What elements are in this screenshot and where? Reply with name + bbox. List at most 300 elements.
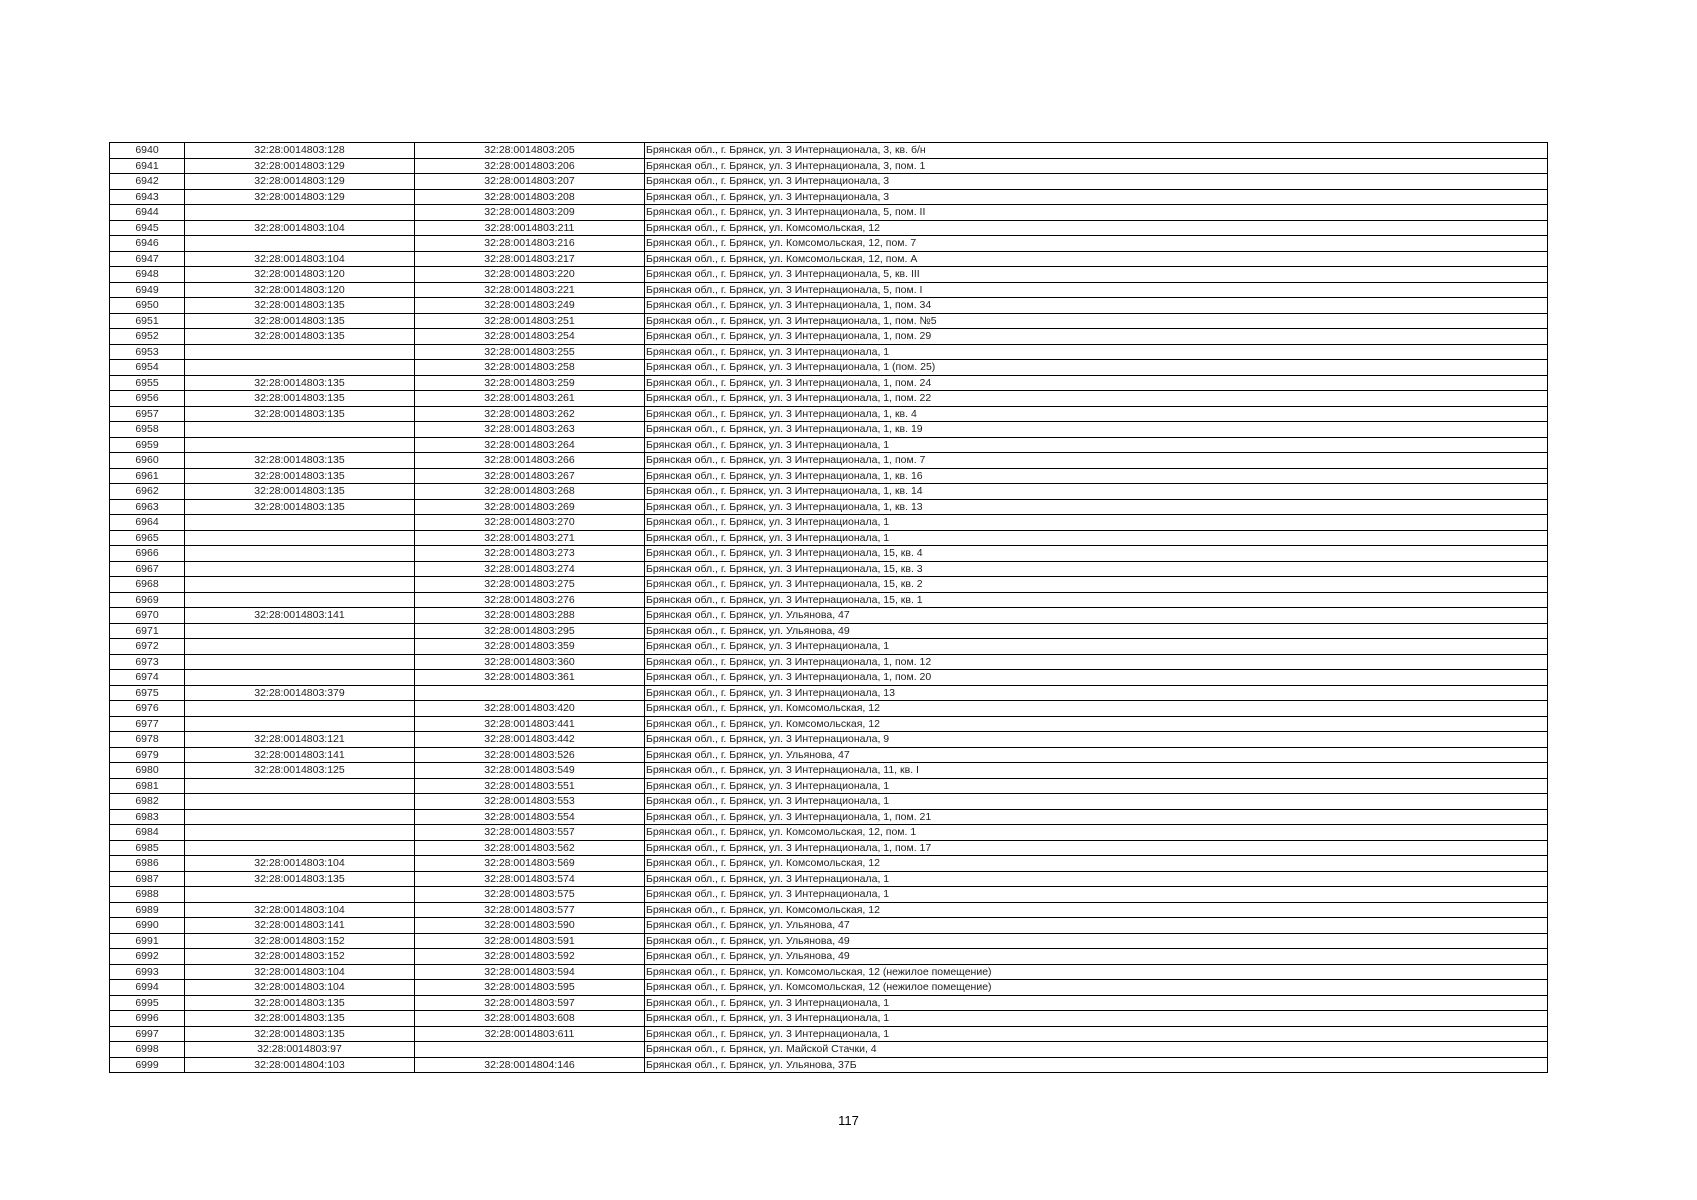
parent-cadastral-number-cell [185,670,415,686]
parent-cadastral-number-cell: 32:28:0014803:104 [185,856,415,872]
table-row [110,949,1548,965]
row-number-cell: 6992 [110,949,185,965]
address-cell: Брянская обл., г. Брянск, ул. 3 Интернационала, 1, пом. 20 [645,670,1548,686]
row-number-cell: 6964 [110,515,185,531]
address-cell: Брянская обл., г. Брянск, ул. 3 Интернационала, 1 [645,1026,1548,1042]
cadastral-number-cell: 32:28:0014803:216 [415,236,645,252]
cadastral-number-cell [415,1042,645,1058]
parent-cadastral-number-cell [185,840,415,856]
row-number-cell: 6950 [110,298,185,314]
table-row [110,918,1548,934]
parent-cadastral-number-cell: 32:28:0014803:97 [185,1042,415,1058]
table-row [110,298,1548,314]
cadastral-number-cell: 32:28:0014803:254 [415,329,645,345]
table-row [110,530,1548,546]
cadastral-number-cell: 32:28:0014803:264 [415,437,645,453]
parent-cadastral-number-cell: 32:28:0014803:135 [185,391,415,407]
row-number-cell: 6976 [110,701,185,717]
parent-cadastral-number-cell: 32:28:0014803:135 [185,995,415,1011]
row-number-cell: 6986 [110,856,185,872]
table-row [110,685,1548,701]
parent-cadastral-number-cell: 32:28:0014803:141 [185,918,415,934]
cadastral-number-cell: 32:28:0014803:206 [415,158,645,174]
row-number-cell: 6953 [110,344,185,360]
row-number-cell: 6949 [110,282,185,298]
address-cell: Брянская обл., г. Брянск, ул. 3 Интернационала, 15, кв. 3 [645,561,1548,577]
address-cell: Брянская обл., г. Брянск, ул. Комсомольская, 12 [645,220,1548,236]
address-cell: Брянская обл., г. Брянск, ул. 3 Интернационала, 9 [645,732,1548,748]
cadastral-number-cell: 32:28:0014803:273 [415,546,645,562]
address-cell: Брянская обл., г. Брянск, ул. 3 Интернационала, 3 [645,174,1548,190]
parent-cadastral-number-cell: 32:28:0014803:104 [185,220,415,236]
address-cell: Брянская обл., г. Брянск, ул. 3 Интернационала, 1, кв. 13 [645,499,1548,515]
row-number-cell: 6959 [110,437,185,453]
row-number-cell: 6961 [110,468,185,484]
address-cell: Брянская обл., г. Брянск, ул. Ульянова, 47 [645,918,1548,934]
address-cell: Брянская обл., г. Брянск, ул. Комсомольская, 12, пом. А [645,251,1548,267]
table-row [110,840,1548,856]
table-row [110,267,1548,283]
table-row [110,499,1548,515]
parent-cadastral-number-cell: 32:28:0014803:129 [185,174,415,190]
cadastral-number-cell: 32:28:0014803:442 [415,732,645,748]
table-row [110,825,1548,841]
cadastral-number-cell: 32:28:0014803:269 [415,499,645,515]
parent-cadastral-number-cell: 32:28:0014803:135 [185,468,415,484]
row-number-cell: 6965 [110,530,185,546]
parent-cadastral-number-cell: 32:28:0014803:120 [185,267,415,283]
address-cell: Брянская обл., г. Брянск, ул. Комсомольская, 12, пом. 1 [645,825,1548,841]
cadastral-number-cell: 32:28:0014803:553 [415,794,645,810]
parent-cadastral-number-cell: 32:28:0014803:135 [185,871,415,887]
address-cell: Брянская обл., г. Брянск, ул. 3 Интернационала, 1 [645,1011,1548,1027]
row-number-cell: 6962 [110,484,185,500]
table-row [110,158,1548,174]
parent-cadastral-number-cell: 32:28:0014803:104 [185,980,415,996]
address-cell: Брянская обл., г. Брянск, ул. Комсомольская, 12 [645,856,1548,872]
parent-cadastral-number-cell: 32:28:0014803:104 [185,964,415,980]
table-row [110,577,1548,593]
row-number-cell: 6969 [110,592,185,608]
table-row [110,391,1548,407]
table-row [110,623,1548,639]
cadastral-number-cell: 32:28:0014803:261 [415,391,645,407]
address-cell: Брянская обл., г. Брянск, ул. 3 Интернационала, 1 [645,639,1548,655]
cadastral-number-cell: 32:28:0014803:208 [415,189,645,205]
cadastral-number-cell: 32:28:0014803:274 [415,561,645,577]
address-cell: Брянская обл., г. Брянск, ул. 3 Интернационала, 3 [645,189,1548,205]
row-number-cell: 6942 [110,174,185,190]
cadastral-number-cell: 32:28:0014803:209 [415,205,645,221]
address-cell: Брянская обл., г. Брянск, ул. 3 Интернационала, 1 [645,995,1548,1011]
address-cell: Брянская обл., г. Брянск, ул. 3 Интернационала, 1, кв. 16 [645,468,1548,484]
parent-cadastral-number-cell: 32:28:0014803:129 [185,189,415,205]
row-number-cell: 6973 [110,654,185,670]
row-number-cell: 6977 [110,716,185,732]
cadastral-number-cell: 32:28:0014803:420 [415,701,645,717]
address-cell: Брянская обл., г. Брянск, ул. 3 Интернационала, 1, пом. 24 [645,375,1548,391]
cadastral-number-cell: 32:28:0014803:288 [415,608,645,624]
table-row [110,236,1548,252]
table-row [110,422,1548,438]
row-number-cell: 6993 [110,964,185,980]
address-cell: Брянская обл., г. Брянск, ул. 3 Интернационала, 1, пом. 21 [645,809,1548,825]
cadastral-number-cell: 32:28:0014803:249 [415,298,645,314]
cadastral-number-cell: 32:28:0014803:263 [415,422,645,438]
cadastral-number-cell: 32:28:0014803:554 [415,809,645,825]
row-number-cell: 6957 [110,406,185,422]
address-cell: Брянская обл., г. Брянск, ул. Комсомольская, 12 [645,701,1548,717]
table-row [110,143,1548,159]
address-cell: Брянская обл., г. Брянск, ул. Ульянова, 49 [645,949,1548,965]
cadastral-number-cell: 32:28:0014803:526 [415,747,645,763]
table-row [110,980,1548,996]
parent-cadastral-number-cell: 32:28:0014803:135 [185,406,415,422]
cadastral-number-cell: 32:28:0014803:259 [415,375,645,391]
parent-cadastral-number-cell: 32:28:0014803:135 [185,313,415,329]
address-cell: Брянская обл., г. Брянск, ул. 3 Интернационала, 3, пом. 1 [645,158,1548,174]
table-row [110,329,1548,345]
cadastral-number-cell: 32:28:0014803:592 [415,949,645,965]
cadastral-number-cell: 32:28:0014803:551 [415,778,645,794]
address-cell: Брянская обл., г. Брянск, ул. 3 Интернационала, 1, пом. 22 [645,391,1548,407]
address-cell: Брянская обл., г. Брянск, ул. 3 Интернационала, 1, пом. 34 [645,298,1548,314]
parent-cadastral-number-cell [185,716,415,732]
row-number-cell: 6947 [110,251,185,267]
table-row [110,701,1548,717]
cadastral-number-cell: 32:28:0014803:276 [415,592,645,608]
cadastral-number-cell: 32:28:0014803:562 [415,840,645,856]
cadastral-number-cell: 32:28:0014803:217 [415,251,645,267]
parent-cadastral-number-cell [185,205,415,221]
row-number-cell: 6990 [110,918,185,934]
row-number-cell: 6988 [110,887,185,903]
cadastral-number-cell: 32:28:0014803:595 [415,980,645,996]
address-cell: Брянская обл., г. Брянск, ул. 3 Интернационала, 1 [645,871,1548,887]
cadastral-number-cell: 32:28:0014803:361 [415,670,645,686]
row-number-cell: 6970 [110,608,185,624]
table-row [110,344,1548,360]
table-row [110,995,1548,1011]
page-number: 117 [838,1113,859,1128]
parent-cadastral-number-cell [185,639,415,655]
registry-table [109,142,1548,1073]
table-row [110,313,1548,329]
cadastral-number-cell: 32:28:0014803:211 [415,220,645,236]
row-number-cell: 6955 [110,375,185,391]
parent-cadastral-number-cell: 32:28:0014803:152 [185,933,415,949]
address-cell: Брянская обл., г. Брянск, ул. 3 Интернационала, 1 [645,794,1548,810]
parent-cadastral-number-cell [185,515,415,531]
cadastral-number-cell: 32:28:0014803:266 [415,453,645,469]
cadastral-number-cell: 32:28:0014803:591 [415,933,645,949]
row-number-cell: 6998 [110,1042,185,1058]
row-number-cell: 6948 [110,267,185,283]
address-cell: Брянская обл., г. Брянск, ул. Ульянова, 37Б [645,1057,1548,1073]
address-cell: Брянская обл., г. Брянск, ул. 3 Интернационала, 1, кв. 4 [645,406,1548,422]
address-cell: Брянская обл., г. Брянск, ул. Ульянова, 49 [645,623,1548,639]
address-cell: Брянская обл., г. Брянск, ул. 3 Интернационала, 1 [645,515,1548,531]
cadastral-number-cell: 32:28:0014803:441 [415,716,645,732]
table-row [110,220,1548,236]
address-cell: Брянская обл., г. Брянск, ул. 3 Интернационала, 5, пом. II [645,205,1548,221]
row-number-cell: 6997 [110,1026,185,1042]
address-cell: Брянская обл., г. Брянск, ул. 3 Интернационала, 1, пом. 12 [645,654,1548,670]
table-row [110,592,1548,608]
cadastral-number-cell: 32:28:0014803:221 [415,282,645,298]
cadastral-number-cell: 32:28:0014803:557 [415,825,645,841]
row-number-cell: 6960 [110,453,185,469]
cadastral-number-cell: 32:28:0014803:271 [415,530,645,546]
parent-cadastral-number-cell [185,530,415,546]
table-row [110,561,1548,577]
row-number-cell: 6995 [110,995,185,1011]
row-number-cell: 6952 [110,329,185,345]
row-number-cell: 6974 [110,670,185,686]
address-cell: Брянская обл., г. Брянск, ул. 3 Интернационала, 1 (пом. 25) [645,360,1548,376]
address-cell: Брянская обл., г. Брянск, ул. Комсомольская, 12 (нежилое помещение) [645,964,1548,980]
address-cell: Брянская обл., г. Брянск, ул. 3 Интернационала, 1, пом. 29 [645,329,1548,345]
parent-cadastral-number-cell: 32:28:0014803:128 [185,143,415,159]
address-cell: Брянская обл., г. Брянск, ул. Ульянова, 47 [645,747,1548,763]
table-row [110,654,1548,670]
table-row [110,189,1548,205]
parent-cadastral-number-cell: 32:28:0014803:379 [185,685,415,701]
parent-cadastral-number-cell [185,422,415,438]
row-number-cell: 6968 [110,577,185,593]
row-number-cell: 6951 [110,313,185,329]
row-number-cell: 6975 [110,685,185,701]
cadastral-number-cell: 32:28:0014803:295 [415,623,645,639]
table-row [110,468,1548,484]
parent-cadastral-number-cell: 32:28:0014803:141 [185,608,415,624]
table-row [110,515,1548,531]
parent-cadastral-number-cell: 32:28:0014803:104 [185,251,415,267]
table-row [110,1011,1548,1027]
row-number-cell: 6984 [110,825,185,841]
table-row [110,282,1548,298]
row-number-cell: 6979 [110,747,185,763]
table-row [110,794,1548,810]
cadastral-number-cell: 32:28:0014803:577 [415,902,645,918]
cadastral-number-cell: 32:28:0014803:268 [415,484,645,500]
parent-cadastral-number-cell: 32:28:0014803:135 [185,453,415,469]
parent-cadastral-number-cell: 32:28:0014803:135 [185,1026,415,1042]
row-number-cell: 6944 [110,205,185,221]
cadastral-number-cell: 32:28:0014803:360 [415,654,645,670]
row-number-cell: 6981 [110,778,185,794]
address-cell: Брянская обл., г. Брянск, ул. 3 Интернационала, 15, кв. 1 [645,592,1548,608]
parent-cadastral-number-cell [185,360,415,376]
parent-cadastral-number-cell [185,825,415,841]
address-cell: Брянская обл., г. Брянск, ул. 3 Интернационала, 1 [645,778,1548,794]
row-number-cell: 6963 [110,499,185,515]
parent-cadastral-number-cell: 32:28:0014803:152 [185,949,415,965]
parent-cadastral-number-cell: 32:28:0014803:141 [185,747,415,763]
table-row [110,964,1548,980]
table-row [110,887,1548,903]
cadastral-number-cell: 32:28:0014803:270 [415,515,645,531]
address-cell: Брянская обл., г. Брянск, ул. 3 Интернационала, 1, пом. 7 [645,453,1548,469]
table-row [110,484,1548,500]
parent-cadastral-number-cell: 32:28:0014803:135 [185,499,415,515]
table-row [110,763,1548,779]
row-number-cell: 6980 [110,763,185,779]
row-number-cell: 6996 [110,1011,185,1027]
address-cell: Брянская обл., г. Брянск, ул. 3 Интернационала, 1, пом. №5 [645,313,1548,329]
row-number-cell: 6985 [110,840,185,856]
cadastral-number-cell: 32:28:0014803:258 [415,360,645,376]
row-number-cell: 6945 [110,220,185,236]
row-number-cell: 6989 [110,902,185,918]
cadastral-number-cell: 32:28:0014803:597 [415,995,645,1011]
parent-cadastral-number-cell [185,794,415,810]
address-cell: Брянская обл., г. Брянск, ул. Ульянова, 49 [645,933,1548,949]
parent-cadastral-number-cell: 32:28:0014803:135 [185,329,415,345]
row-number-cell: 6972 [110,639,185,655]
address-cell: Брянская обл., г. Брянск, ул. 3 Интернационала, 1, кв. 14 [645,484,1548,500]
table-row [110,406,1548,422]
address-cell: Брянская обл., г. Брянск, ул. 3 Интернационала, 1 [645,887,1548,903]
table-row [110,437,1548,453]
row-number-cell: 6999 [110,1057,185,1073]
cadastral-number-cell: 32:28:0014803:574 [415,871,645,887]
table-row [110,809,1548,825]
parent-cadastral-number-cell [185,778,415,794]
table-row [110,902,1548,918]
table-row [110,251,1548,267]
table-row [110,453,1548,469]
parent-cadastral-number-cell [185,546,415,562]
table-row [110,360,1548,376]
parent-cadastral-number-cell [185,236,415,252]
parent-cadastral-number-cell: 32:28:0014803:125 [185,763,415,779]
row-number-cell: 6978 [110,732,185,748]
cadastral-number-cell: 32:28:0014803:608 [415,1011,645,1027]
cadastral-number-cell: 32:28:0014803:255 [415,344,645,360]
row-number-cell: 6946 [110,236,185,252]
parent-cadastral-number-cell [185,701,415,717]
address-cell: Брянская обл., г. Брянск, ул. 3 Интернационала, 15, кв. 2 [645,577,1548,593]
row-number-cell: 6941 [110,158,185,174]
row-number-cell: 6943 [110,189,185,205]
row-number-cell: 6982 [110,794,185,810]
table-row [110,933,1548,949]
table-row [110,375,1548,391]
cadastral-number-cell: 32:28:0014803:205 [415,143,645,159]
address-cell: Брянская обл., г. Брянск, ул. Майской Стачки, 4 [645,1042,1548,1058]
cadastral-number-cell [415,685,645,701]
parent-cadastral-number-cell: 32:28:0014804:103 [185,1057,415,1073]
address-cell: Брянская обл., г. Брянск, ул. Ульянова, 47 [645,608,1548,624]
table-row [110,732,1548,748]
table-row [110,716,1548,732]
address-cell: Брянская обл., г. Брянск, ул. 3 Интернационала, 15, кв. 4 [645,546,1548,562]
parent-cadastral-number-cell [185,809,415,825]
address-cell: Брянская обл., г. Брянск, ул. 3 Интернационала, 11, кв. I [645,763,1548,779]
row-number-cell: 6958 [110,422,185,438]
address-cell: Брянская обл., г. Брянск, ул. 3 Интернационала, 5, кв. III [645,267,1548,283]
cadastral-number-cell: 32:28:0014803:575 [415,887,645,903]
row-number-cell: 6991 [110,933,185,949]
parent-cadastral-number-cell: 32:28:0014803:129 [185,158,415,174]
table-row [110,747,1548,763]
table-row [110,546,1548,562]
cadastral-number-cell: 32:28:0014803:267 [415,468,645,484]
row-number-cell: 6987 [110,871,185,887]
table-row [110,639,1548,655]
table-row [110,670,1548,686]
row-number-cell: 6940 [110,143,185,159]
parent-cadastral-number-cell [185,344,415,360]
parent-cadastral-number-cell: 32:28:0014803:121 [185,732,415,748]
address-cell: Брянская обл., г. Брянск, ул. Комсомольская, 12 [645,716,1548,732]
table-row [110,856,1548,872]
parent-cadastral-number-cell [185,887,415,903]
parent-cadastral-number-cell [185,592,415,608]
parent-cadastral-number-cell: 32:28:0014803:104 [185,902,415,918]
row-number-cell: 6956 [110,391,185,407]
parent-cadastral-number-cell: 32:28:0014803:120 [185,282,415,298]
address-cell: Брянская обл., г. Брянск, ул. Комсомольская, 12, пом. 7 [645,236,1548,252]
parent-cadastral-number-cell [185,561,415,577]
cadastral-number-cell: 32:28:0014803:251 [415,313,645,329]
table-row [110,174,1548,190]
address-cell: Брянская обл., г. Брянск, ул. 3 Интернационала, 1, кв. 19 [645,422,1548,438]
cadastral-number-cell: 32:28:0014803:275 [415,577,645,593]
row-number-cell: 6971 [110,623,185,639]
cadastral-number-cell: 32:28:0014803:359 [415,639,645,655]
registry-table-body [110,143,1548,1073]
cadastral-number-cell: 32:28:0014803:590 [415,918,645,934]
cadastral-number-cell: 32:28:0014803:549 [415,763,645,779]
cadastral-number-cell: 32:28:0014804:146 [415,1057,645,1073]
address-cell: Брянская обл., г. Брянск, ул. 3 Интернационала, 1 [645,344,1548,360]
cadastral-number-cell: 32:28:0014803:569 [415,856,645,872]
row-number-cell: 6994 [110,980,185,996]
table-row [110,205,1548,221]
table-row [110,1042,1548,1058]
parent-cadastral-number-cell [185,577,415,593]
table-row [110,1026,1548,1042]
table-row [110,871,1548,887]
cadastral-number-cell: 32:28:0014803:611 [415,1026,645,1042]
address-cell: Брянская обл., г. Брянск, ул. Комсомольская, 12 [645,902,1548,918]
address-cell: Брянская обл., г. Брянск, ул. 3 Интернационала, 3, кв. б/н [645,143,1548,159]
address-cell: Брянская обл., г. Брянск, ул. 3 Интернационала, 1 [645,530,1548,546]
address-cell: Брянская обл., г. Брянск, ул. 3 Интернационала, 1, пом. 17 [645,840,1548,856]
cadastral-number-cell: 32:28:0014803:207 [415,174,645,190]
parent-cadastral-number-cell: 32:28:0014803:135 [185,375,415,391]
parent-cadastral-number-cell [185,654,415,670]
row-number-cell: 6966 [110,546,185,562]
cadastral-number-cell: 32:28:0014803:594 [415,964,645,980]
row-number-cell: 6954 [110,360,185,376]
parent-cadastral-number-cell: 32:28:0014803:135 [185,298,415,314]
address-cell: Брянская обл., г. Брянск, ул. 3 Интернационала, 13 [645,685,1548,701]
table-row [110,608,1548,624]
row-number-cell: 6967 [110,561,185,577]
address-cell: Брянская обл., г. Брянск, ул. 3 Интернационала, 5, пом. I [645,282,1548,298]
parent-cadastral-number-cell [185,437,415,453]
parent-cadastral-number-cell [185,623,415,639]
address-cell: Брянская обл., г. Брянск, ул. 3 Интернационала, 1 [645,437,1548,453]
parent-cadastral-number-cell: 32:28:0014803:135 [185,484,415,500]
parent-cadastral-number-cell: 32:28:0014803:135 [185,1011,415,1027]
cadastral-number-cell: 32:28:0014803:262 [415,406,645,422]
address-cell: Брянская обл., г. Брянск, ул. Комсомольская, 12 (нежилое помещение) [645,980,1548,996]
table-row [110,1057,1548,1073]
